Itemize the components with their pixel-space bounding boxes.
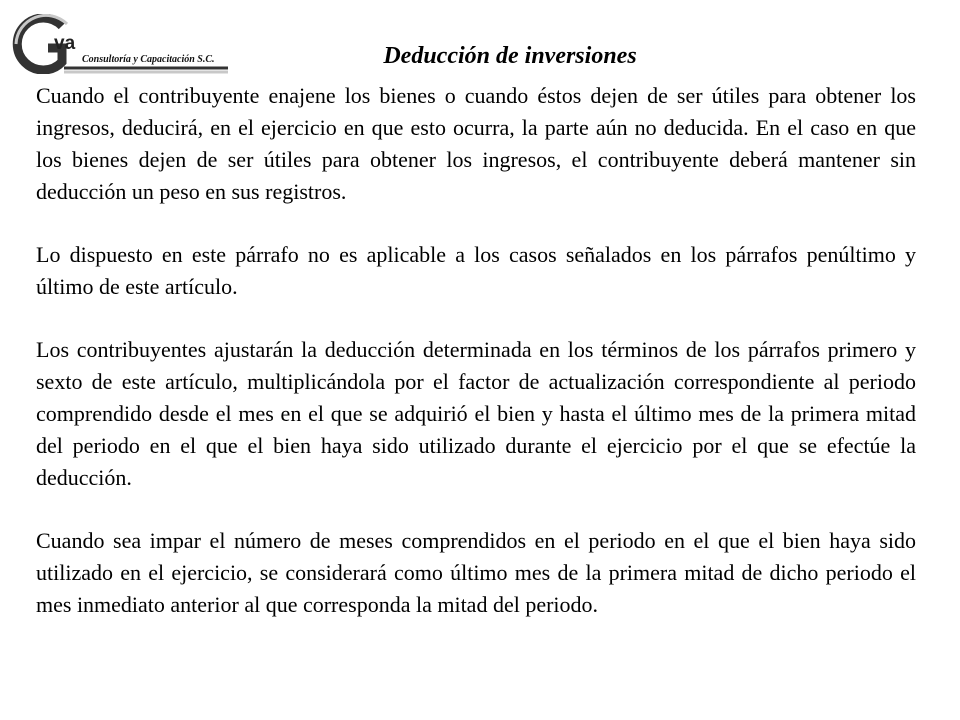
paragraph-2: Lo dispuesto en este párrafo no es aplicable a los casos señalados en los párrafos penúltimo y último de este artículo.	[36, 242, 916, 299]
paragraph-3: Los contribuyentes ajustarán la deducción determinada en los términos de los párrafos primero y sexto de este artículo, multiplicándola por el factor de actualización correspondiente al periodo comprendido desde el mes en el que se adquirió el bien y hasta el último mes de la primera mitad del periodo en el que el bien haya sido utilizado durante el ejercicio por el que se efectúe la deducción.	[36, 337, 916, 490]
page-title: Deducción de inversiones	[383, 43, 637, 69]
document-body	[36, 80, 916, 652]
logo-tagline: Consultoría y Capacitación S.C.	[82, 54, 215, 65]
paragraph-1: Cuando el contribuyente enajene los bienes o cuando éstos dejen de ser útiles para obtener los ingresos, deducirá, en el ejercicio en que esto ocurra, la parte aún no deducida. En el caso en que los bienes dejen de ser útiles para obtener los ingresos, el contribuyente deberá mantener sin deducción un peso en sus registros.	[36, 83, 916, 204]
paragraph-4: Cuando sea impar el número de meses comprendidos en el periodo en el que el bien haya sido utilizado en el ejercicio, se considerará como último mes de la primera mitad de dicho periodo el mes inmediato anterior al que corresponda la mitad del periodo.	[36, 528, 916, 617]
logo-initials: va	[54, 33, 76, 54]
